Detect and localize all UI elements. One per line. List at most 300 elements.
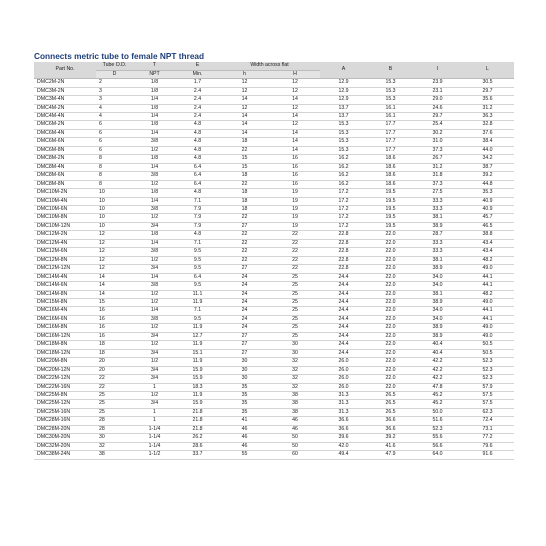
cell-a: 24.4 xyxy=(320,349,367,357)
cell-tube-od: 10 xyxy=(96,205,133,213)
cell-tube-od: 22 xyxy=(96,383,133,391)
cell-tube-od: 4 xyxy=(96,104,133,112)
cell-a: 13.7 xyxy=(320,113,367,121)
cell-tube-od: 12 xyxy=(96,248,133,256)
table-header xyxy=(34,62,514,79)
cell-b: 22.0 xyxy=(367,332,414,340)
cell-h-big: 12 xyxy=(270,79,320,87)
cell-b: 22.0 xyxy=(367,231,414,239)
cell-l: 52.3 xyxy=(461,358,514,366)
cell-t: 1/8 xyxy=(133,104,176,112)
cell-b: 19.5 xyxy=(367,222,414,230)
cell-tube-od: 12 xyxy=(96,239,133,247)
cell-h-big: 38 xyxy=(270,408,320,416)
header-tube-od-unit: D xyxy=(96,70,133,79)
cell-b: 39.2 xyxy=(367,434,414,442)
cell-e: 21.8 xyxy=(176,425,219,433)
cell-b: 22.0 xyxy=(367,239,414,247)
cell-h-big: 19 xyxy=(270,214,320,222)
table-row xyxy=(34,282,514,290)
cell-b: 19.5 xyxy=(367,189,414,197)
table-row xyxy=(34,434,514,442)
cell-i: 38.9 xyxy=(414,298,461,306)
cell-e: 4.8 xyxy=(176,138,219,146)
cell-i: 55.6 xyxy=(414,434,461,442)
cell-t: 3/4 xyxy=(133,332,176,340)
cell-i: 42.2 xyxy=(414,366,461,374)
cell-a: 36.6 xyxy=(320,417,367,425)
cell-e: 4.8 xyxy=(176,129,219,137)
cell-h-big: 30 xyxy=(270,349,320,357)
cell-h-small: 18 xyxy=(219,205,270,213)
cell-e: 9.5 xyxy=(176,315,219,323)
cell-tube-od: 10 xyxy=(96,214,133,222)
table-row xyxy=(34,96,514,104)
cell-i: 31.2 xyxy=(414,163,461,171)
cell-h-big: 32 xyxy=(270,375,320,383)
cell-t: 1/2 xyxy=(133,324,176,332)
cell-i: 38.1 xyxy=(414,214,461,222)
cell-h-big: 32 xyxy=(270,358,320,366)
cell-t: 1/8 xyxy=(133,121,176,129)
cell-h-big: 14 xyxy=(270,96,320,104)
cell-l: 39.2 xyxy=(461,172,514,180)
cell-tube-od: 32 xyxy=(96,442,133,450)
cell-h-big: 25 xyxy=(270,307,320,315)
cell-t: 1/8 xyxy=(133,155,176,163)
cell-b: 22.0 xyxy=(367,273,414,281)
cell-t: 1/8 xyxy=(133,231,176,239)
cell-h-big: 22 xyxy=(270,256,320,264)
cell-h-big: 50 xyxy=(270,442,320,450)
cell-l: 48.2 xyxy=(461,290,514,298)
cell-l: 29.7 xyxy=(461,87,514,95)
cell-a: 22.8 xyxy=(320,248,367,256)
cell-part-no: DMC10M-2N xyxy=(34,189,96,197)
cell-part-no: DMC16M-12N xyxy=(34,332,96,340)
cell-b: 17.7 xyxy=(367,146,414,154)
cell-h-big: 46 xyxy=(270,425,320,433)
cell-b: 19.5 xyxy=(367,197,414,205)
cell-h-big: 16 xyxy=(270,163,320,171)
cell-tube-od: 28 xyxy=(96,417,133,425)
cell-i: 27.5 xyxy=(414,189,461,197)
cell-b: 22.0 xyxy=(367,282,414,290)
cell-t: 1/2 xyxy=(133,358,176,366)
cell-part-no: DMC6M-2N xyxy=(34,121,96,129)
cell-h-big: 14 xyxy=(270,129,320,137)
cell-a: 24.4 xyxy=(320,290,367,298)
cell-i: 38.9 xyxy=(414,324,461,332)
cell-i: 42.2 xyxy=(414,358,461,366)
cell-a: 17.2 xyxy=(320,189,367,197)
cell-a: 31.3 xyxy=(320,400,367,408)
cell-b: 22.0 xyxy=(367,366,414,374)
cell-h-big: 38 xyxy=(270,400,320,408)
cell-t: 1/4 xyxy=(133,307,176,315)
header-width-across-flat: Width across flat xyxy=(219,62,320,70)
cell-l: 32.8 xyxy=(461,121,514,129)
cell-t: 3/8 xyxy=(133,205,176,213)
cell-h-small: 22 xyxy=(219,256,270,264)
table-row xyxy=(34,425,514,433)
cell-e: 2.4 xyxy=(176,96,219,104)
cell-h-small: 27 xyxy=(219,341,270,349)
table-row xyxy=(34,273,514,281)
cell-h-small: 14 xyxy=(219,96,270,104)
cell-h-small: 18 xyxy=(219,189,270,197)
cell-h-small: 15 xyxy=(219,155,270,163)
cell-l: 73.1 xyxy=(461,425,514,433)
cell-t: 1/4 xyxy=(133,129,176,137)
cell-l: 30.5 xyxy=(461,79,514,87)
table-row xyxy=(34,172,514,180)
table-row xyxy=(34,113,514,121)
cell-i: 24.6 xyxy=(414,104,461,112)
cell-i: 45.2 xyxy=(414,400,461,408)
cell-b: 17.7 xyxy=(367,138,414,146)
cell-t: 1-1/2 xyxy=(133,451,176,459)
cell-b: 22.0 xyxy=(367,375,414,383)
cell-i: 26.7 xyxy=(414,155,461,163)
cell-l: 38.7 xyxy=(461,163,514,171)
cell-t: 1/4 xyxy=(133,197,176,205)
cell-t: 1 xyxy=(133,408,176,416)
cell-b: 22.0 xyxy=(367,256,414,264)
cell-tube-od: 25 xyxy=(96,391,133,399)
cell-t: 1/2 xyxy=(133,341,176,349)
cell-tube-od: 3 xyxy=(96,87,133,95)
cell-a: 24.4 xyxy=(320,298,367,306)
cell-h-big: 14 xyxy=(270,146,320,154)
cell-h-small: 27 xyxy=(219,265,270,273)
cell-part-no: DMC14M-6N xyxy=(34,282,96,290)
cell-i: 45.2 xyxy=(414,391,461,399)
cell-l: 57.5 xyxy=(461,391,514,399)
cell-part-no: DMC12M-6N xyxy=(34,248,96,256)
cell-t: 1/2 xyxy=(133,256,176,264)
cell-h-small: 22 xyxy=(219,231,270,239)
cell-b: 36.6 xyxy=(367,417,414,425)
cell-b: 18.6 xyxy=(367,172,414,180)
cell-part-no: DMC10M-8N xyxy=(34,214,96,222)
table-row xyxy=(34,79,514,87)
cell-i: 64.0 xyxy=(414,451,461,459)
table-row xyxy=(34,442,514,450)
header-h-big: H xyxy=(270,70,320,79)
cell-e: 7.9 xyxy=(176,222,219,230)
cell-l: 43.4 xyxy=(461,248,514,256)
cell-h-small: 24 xyxy=(219,290,270,298)
table-row xyxy=(34,231,514,239)
cell-h-big: 16 xyxy=(270,172,320,180)
cell-e: 21.8 xyxy=(176,408,219,416)
cell-e: 7.9 xyxy=(176,214,219,222)
cell-e: 1.7 xyxy=(176,79,219,87)
cell-h-small: 30 xyxy=(219,358,270,366)
cell-part-no: DMC22M-16N xyxy=(34,383,96,391)
cell-t: 1/8 xyxy=(133,87,176,95)
cell-e: 2.4 xyxy=(176,113,219,121)
cell-i: 23.9 xyxy=(414,79,461,87)
cell-h-small: 24 xyxy=(219,298,270,306)
cell-tube-od: 4 xyxy=(96,113,133,121)
cell-l: 49.0 xyxy=(461,298,514,306)
cell-i: 40.4 xyxy=(414,341,461,349)
cell-h-big: 25 xyxy=(270,290,320,298)
cell-h-small: 22 xyxy=(219,214,270,222)
table-row xyxy=(34,129,514,137)
cell-a: 15.3 xyxy=(320,138,367,146)
cell-h-small: 24 xyxy=(219,307,270,315)
cell-part-no: DMC8M-8N xyxy=(34,180,96,188)
cell-e: 9.5 xyxy=(176,248,219,256)
cell-t: 3/8 xyxy=(133,172,176,180)
cell-e: 21.8 xyxy=(176,417,219,425)
cell-h-small: 24 xyxy=(219,315,270,323)
table-row xyxy=(34,239,514,247)
cell-l: 91.6 xyxy=(461,451,514,459)
table-row xyxy=(34,180,514,188)
cell-l: 79.6 xyxy=(461,442,514,450)
cell-b: 16.1 xyxy=(367,113,414,121)
cell-tube-od: 10 xyxy=(96,222,133,230)
cell-part-no: DMC20M-12N xyxy=(34,366,96,374)
cell-part-no: DMC6M-6N xyxy=(34,138,96,146)
cell-b: 22.0 xyxy=(367,341,414,349)
cell-e: 15.9 xyxy=(176,400,219,408)
cell-l: 52.3 xyxy=(461,366,514,374)
cell-b: 19.5 xyxy=(367,214,414,222)
cell-e: 6.4 xyxy=(176,180,219,188)
cell-l: 44.1 xyxy=(461,315,514,323)
cell-h-small: 22 xyxy=(219,248,270,256)
cell-part-no: DMC3M-4N xyxy=(34,96,96,104)
cell-b: 18.6 xyxy=(367,180,414,188)
cell-h-small: 55 xyxy=(219,451,270,459)
cell-h-small: 41 xyxy=(219,417,270,425)
cell-i: 29.0 xyxy=(414,96,461,104)
cell-l: 44.1 xyxy=(461,273,514,281)
cell-h-big: 22 xyxy=(270,231,320,239)
header-a: A xyxy=(320,62,367,79)
cell-t: 1/4 xyxy=(133,96,176,104)
cell-b: 15.3 xyxy=(367,87,414,95)
table-row xyxy=(34,163,514,171)
cell-tube-od: 30 xyxy=(96,434,133,442)
cell-a: 17.2 xyxy=(320,214,367,222)
cell-a: 12.9 xyxy=(320,96,367,104)
cell-e: 9.5 xyxy=(176,265,219,273)
cell-t: 3/8 xyxy=(133,315,176,323)
cell-l: 72.4 xyxy=(461,417,514,425)
cell-b: 19.5 xyxy=(367,205,414,213)
cell-l: 38.8 xyxy=(461,231,514,239)
cell-l: 37.6 xyxy=(461,129,514,137)
cell-e: 26.2 xyxy=(176,434,219,442)
cell-h-small: 14 xyxy=(219,121,270,129)
cell-b: 36.6 xyxy=(367,425,414,433)
cell-i: 42.2 xyxy=(414,375,461,383)
cell-tube-od: 2 xyxy=(96,79,133,87)
cell-h-big: 60 xyxy=(270,451,320,459)
cell-l: 31.2 xyxy=(461,104,514,112)
cell-i: 34.0 xyxy=(414,273,461,281)
cell-tube-od: 12 xyxy=(96,265,133,273)
cell-e: 6.4 xyxy=(176,163,219,171)
cell-a: 15.3 xyxy=(320,121,367,129)
cell-l: 38.4 xyxy=(461,138,514,146)
cell-i: 56.6 xyxy=(414,442,461,450)
cell-part-no: DMC32M-20N xyxy=(34,442,96,450)
cell-a: 17.2 xyxy=(320,222,367,230)
table-row xyxy=(34,341,514,349)
cell-e: 6.4 xyxy=(176,172,219,180)
cell-part-no: DMC16M-6N xyxy=(34,315,96,323)
cell-b: 22.0 xyxy=(367,315,414,323)
header-e-sub: Min. xyxy=(176,70,219,79)
cell-h-big: 32 xyxy=(270,383,320,391)
cell-tube-od: 16 xyxy=(96,307,133,315)
cell-l: 43.4 xyxy=(461,239,514,247)
cell-h-big: 25 xyxy=(270,324,320,332)
cell-l: 50.5 xyxy=(461,349,514,357)
cell-part-no: DMC15M-8N xyxy=(34,298,96,306)
table-row xyxy=(34,104,514,112)
cell-e: 2.4 xyxy=(176,104,219,112)
cell-h-small: 35 xyxy=(219,383,270,391)
cell-e: 18.3 xyxy=(176,383,219,391)
cell-h-small: 24 xyxy=(219,282,270,290)
cell-e: 2.4 xyxy=(176,87,219,95)
cell-t: 1-1/4 xyxy=(133,434,176,442)
cell-h-big: 22 xyxy=(270,239,320,247)
cell-i: 31.0 xyxy=(414,138,461,146)
cell-a: 24.4 xyxy=(320,332,367,340)
cell-i: 37.3 xyxy=(414,146,461,154)
cell-h-big: 25 xyxy=(270,315,320,323)
cell-part-no: DMC28M-16N xyxy=(34,417,96,425)
cell-i: 33.3 xyxy=(414,205,461,213)
cell-t: 3/4 xyxy=(133,349,176,357)
cell-h-small: 24 xyxy=(219,324,270,332)
cell-tube-od: 12 xyxy=(96,231,133,239)
cell-e: 7.9 xyxy=(176,205,219,213)
cell-e: 15.9 xyxy=(176,375,219,383)
cell-tube-od: 15 xyxy=(96,298,133,306)
cell-e: 11.9 xyxy=(176,298,219,306)
cell-l: 77.2 xyxy=(461,434,514,442)
table-row xyxy=(34,138,514,146)
cell-t: 1/8 xyxy=(133,189,176,197)
cell-i: 33.3 xyxy=(414,248,461,256)
cell-a: 22.8 xyxy=(320,239,367,247)
cell-i: 47.8 xyxy=(414,383,461,391)
cell-part-no: DMC30M-20N xyxy=(34,434,96,442)
header-t-sub: NPT xyxy=(133,70,176,79)
cell-e: 33.7 xyxy=(176,451,219,459)
cell-tube-od: 12 xyxy=(96,256,133,264)
cell-tube-od: 14 xyxy=(96,273,133,281)
header-h-small: h xyxy=(219,70,270,79)
table-row xyxy=(34,315,514,323)
cell-tube-od: 20 xyxy=(96,358,133,366)
cell-l: 35.3 xyxy=(461,189,514,197)
cell-h-big: 14 xyxy=(270,138,320,146)
table-row xyxy=(34,214,514,222)
cell-tube-od: 25 xyxy=(96,408,133,416)
cell-e: 4.8 xyxy=(176,121,219,129)
table-row xyxy=(34,265,514,273)
cell-i: 29.7 xyxy=(414,113,461,121)
cell-part-no: DMC2M-2N xyxy=(34,79,96,87)
cell-part-no: DMC10M-6N xyxy=(34,205,96,213)
cell-e: 11.1 xyxy=(176,290,219,298)
cell-t: 1/2 xyxy=(133,180,176,188)
cell-l: 50.5 xyxy=(461,341,514,349)
cell-l: 44.0 xyxy=(461,146,514,154)
header-b: B xyxy=(367,62,414,79)
cell-part-no: DMC6M-4N xyxy=(34,129,96,137)
table-row xyxy=(34,375,514,383)
cell-t: 3/8 xyxy=(133,138,176,146)
cell-e: 7.1 xyxy=(176,307,219,315)
cell-part-no: DMC3M-2N xyxy=(34,87,96,95)
cell-part-no: DMC25M-12N xyxy=(34,400,96,408)
cell-a: 22.8 xyxy=(320,265,367,273)
cell-i: 38.9 xyxy=(414,265,461,273)
cell-b: 26.5 xyxy=(367,400,414,408)
cell-tube-od: 28 xyxy=(96,425,133,433)
cell-h-big: 14 xyxy=(270,113,320,121)
cell-i: 33.3 xyxy=(414,197,461,205)
cell-b: 22.0 xyxy=(367,290,414,298)
cell-h-small: 14 xyxy=(219,113,270,121)
cell-a: 31.3 xyxy=(320,408,367,416)
cell-t: 3/8 xyxy=(133,282,176,290)
cell-h-big: 25 xyxy=(270,332,320,340)
cell-a: 24.4 xyxy=(320,282,367,290)
cell-h-big: 12 xyxy=(270,121,320,129)
cell-t: 1/4 xyxy=(133,239,176,247)
cell-tube-od: 6 xyxy=(96,121,133,129)
cell-tube-od: 8 xyxy=(96,172,133,180)
cell-a: 15.3 xyxy=(320,146,367,154)
cell-h-small: 30 xyxy=(219,366,270,374)
cell-i: 40.4 xyxy=(414,349,461,357)
cell-t: 1-1/4 xyxy=(133,425,176,433)
table-row xyxy=(34,205,514,213)
cell-b: 22.0 xyxy=(367,307,414,315)
cell-e: 4.8 xyxy=(176,155,219,163)
cell-part-no: DMC8M-2N xyxy=(34,155,96,163)
cell-t: 3/4 xyxy=(133,400,176,408)
cell-tube-od: 3 xyxy=(96,96,133,104)
cell-h-small: 12 xyxy=(219,87,270,95)
cell-a: 16.2 xyxy=(320,163,367,171)
cell-l: 62.3 xyxy=(461,408,514,416)
cell-h-big: 19 xyxy=(270,189,320,197)
cell-l: 46.5 xyxy=(461,222,514,230)
cell-tube-od: 6 xyxy=(96,146,133,154)
cell-h-big: 16 xyxy=(270,155,320,163)
cell-tube-od: 16 xyxy=(96,332,133,340)
cell-e: 7.1 xyxy=(176,239,219,247)
cell-h-small: 18 xyxy=(219,197,270,205)
cell-e: 7.1 xyxy=(176,197,219,205)
cell-h-small: 35 xyxy=(219,408,270,416)
cell-tube-od: 14 xyxy=(96,290,133,298)
